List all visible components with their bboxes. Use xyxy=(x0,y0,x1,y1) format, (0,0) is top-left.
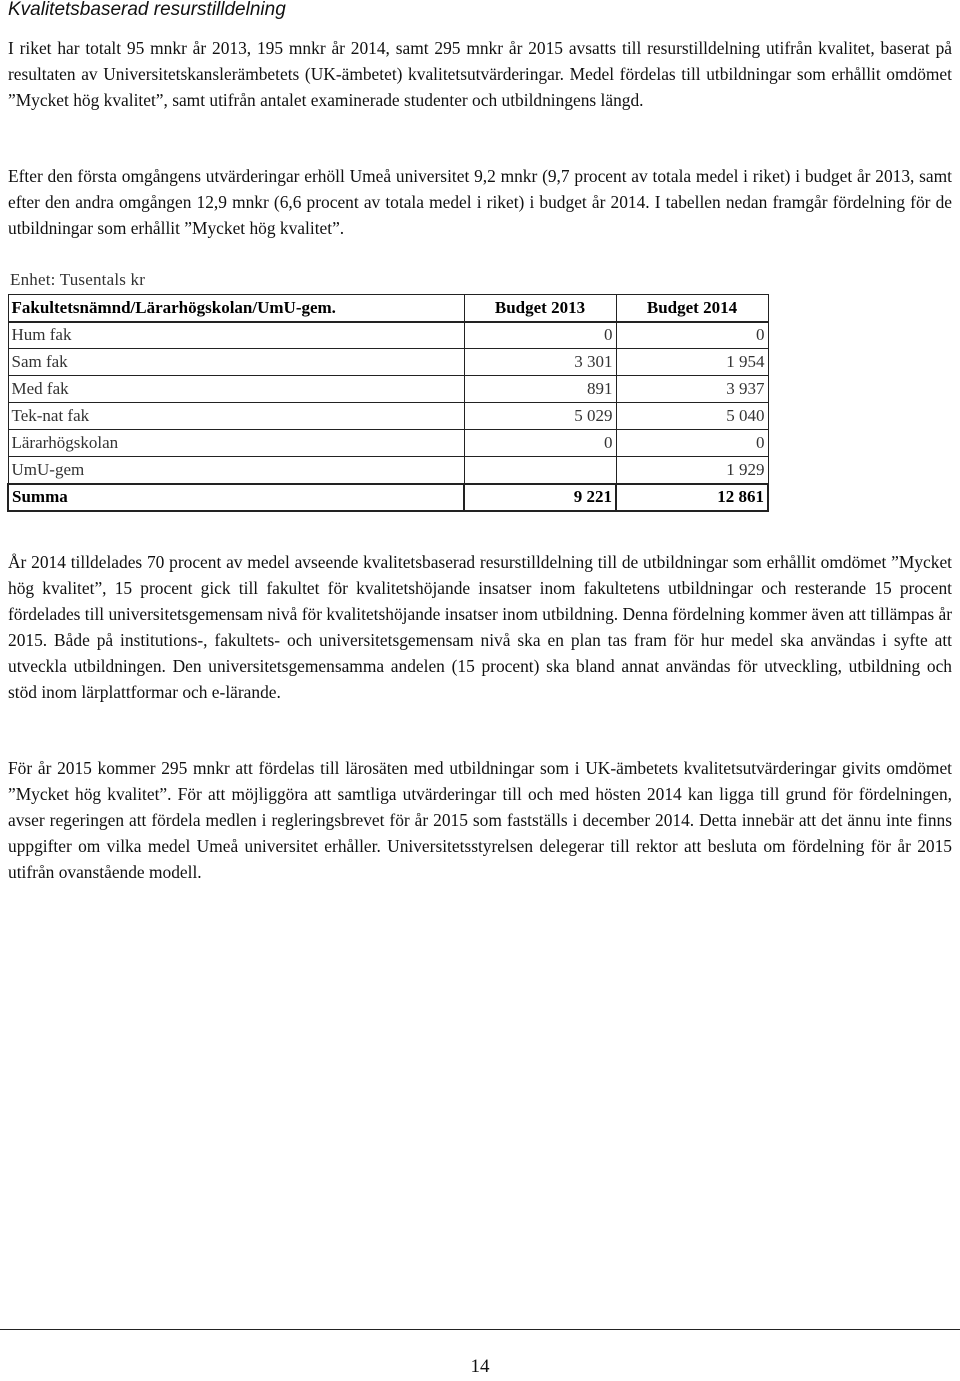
section-heading: Kvalitetsbaserad resurstilldelning xyxy=(8,0,286,20)
cell-budget-2014: 1 954 xyxy=(616,349,768,376)
cell-budget-2014: 1 929 xyxy=(616,457,768,484)
cell-budget-2014: 3 937 xyxy=(616,376,768,403)
column-header-budget-2013: Budget 2013 xyxy=(464,295,616,322)
cell-budget-2014: 0 xyxy=(616,430,768,457)
table-row xyxy=(8,403,768,430)
cell-budget-2013: 5 029 xyxy=(464,403,616,430)
table-header-row xyxy=(8,295,768,322)
column-header-unit: Fakultetsnämnd/Lärarhögskolan/UmU-gem. xyxy=(8,295,464,322)
row-label: UmU-gem xyxy=(8,457,464,484)
table-row xyxy=(8,430,768,457)
row-label: Tek-nat fak xyxy=(8,403,464,430)
sum-budget-2013: 9 221 xyxy=(464,484,616,511)
footer-divider xyxy=(0,1329,960,1330)
paragraph-results: Efter den första omgångens utvärderingar erhöll Umeå universitet 9,2 mnkr (9,7 procent av totala medel i riket) i budget år 2013, samt efter den andra omgången 12,9 mnkr (6,6 procent av totala medel i riket) i budget år 2014. I tabellen nedan framgår fördelning för de utbildningar som erhållit ”Mycket hög kvalitet”. xyxy=(8,166,952,238)
table-row xyxy=(8,349,768,376)
cell-budget-2013 xyxy=(464,457,616,484)
row-label: Sam fak xyxy=(8,349,464,376)
paragraph-2015: För år 2015 kommer 295 mnkr att fördelas till lärosäten med utbildningar som i UK-ämbetets kvalitetsutvärderingar givits omdömet ”Mycket hög kvalitet”. För att möjliggöra att samtliga utvärderingar till och med hösten 2014 kan ligga till grund för fördelningen, avser regeringen att fördela medlen i regleringsbrevet för år 2015 som fastställs i december 2014. Detta innebär att det ännu inte finns uppgifter om vilka medel Umeå universitet erhåller. Universitetsstyrelsen delegerar till rektor att besluta om fördelning för år 2015 utifrån ovanstående modell. xyxy=(8,758,952,882)
cell-budget-2014: 0 xyxy=(616,322,768,349)
cell-budget-2013: 3 301 xyxy=(464,349,616,376)
table-row xyxy=(8,376,768,403)
paragraph-intro: I riket har totalt 95 mnkr år 2013, 195 mnkr år 2014, samt 295 mnkr år 2015 avsatts till resurstilldelning utifrån kvalitet, baserat på resultaten av Universitetskanslerämbetets (UK-ämbetet) kvalitetsutvärderingar. Medel fördelas till utbildningar som erhållit omdömet ”Mycket hög kvalitet”, samt utifrån antalet examinerade studenter och utbildningens längd. xyxy=(8,38,952,110)
row-label: Hum fak xyxy=(8,322,464,349)
table-row xyxy=(8,322,768,349)
column-header-budget-2014: Budget 2014 xyxy=(616,295,768,322)
sum-label: Summa xyxy=(8,484,464,511)
row-label: Lärarhögskolan xyxy=(8,430,464,457)
cell-budget-2013: 891 xyxy=(464,376,616,403)
cell-budget-2013: 0 xyxy=(464,322,616,349)
sum-budget-2014: 12 861 xyxy=(616,484,768,511)
cell-budget-2014: 5 040 xyxy=(616,403,768,430)
budget-table xyxy=(7,294,769,512)
paragraph-allocation: År 2014 tilldelades 70 procent av medel avseende kvalitetsbaserad resurstilldelning till de utbildningar som erhållit omdömet ”Mycket hög kvalitet”, 15 procent gick till fakultet för kvalitetshöjande insatser inom fakultetens utbildningar och resterande 15 procent fördelades till universitetsgemensam nivå för kvalitetshöjande insatser inom utbildning. Denna fördelning kommer även att tillämpas år 2015. Både på institutions-, fakultets- och universitetsgemensam nivå ska en plan tas fram för hur medel ska användas i syfte att utveckla utbildningen. Den universitetsgemensamma andelen (15 procent) ska bland annat användas för utveckling, utbildning och stöd inom lärplattformar och e-lärande. xyxy=(8,552,952,702)
cell-budget-2013: 0 xyxy=(464,430,616,457)
table-sum-row xyxy=(8,484,768,511)
table-row xyxy=(8,457,768,484)
row-label: Med fak xyxy=(8,376,464,403)
page-number: 14 xyxy=(470,1356,490,1377)
table-unit-label: Enhet: Tusentals kr xyxy=(10,270,146,289)
